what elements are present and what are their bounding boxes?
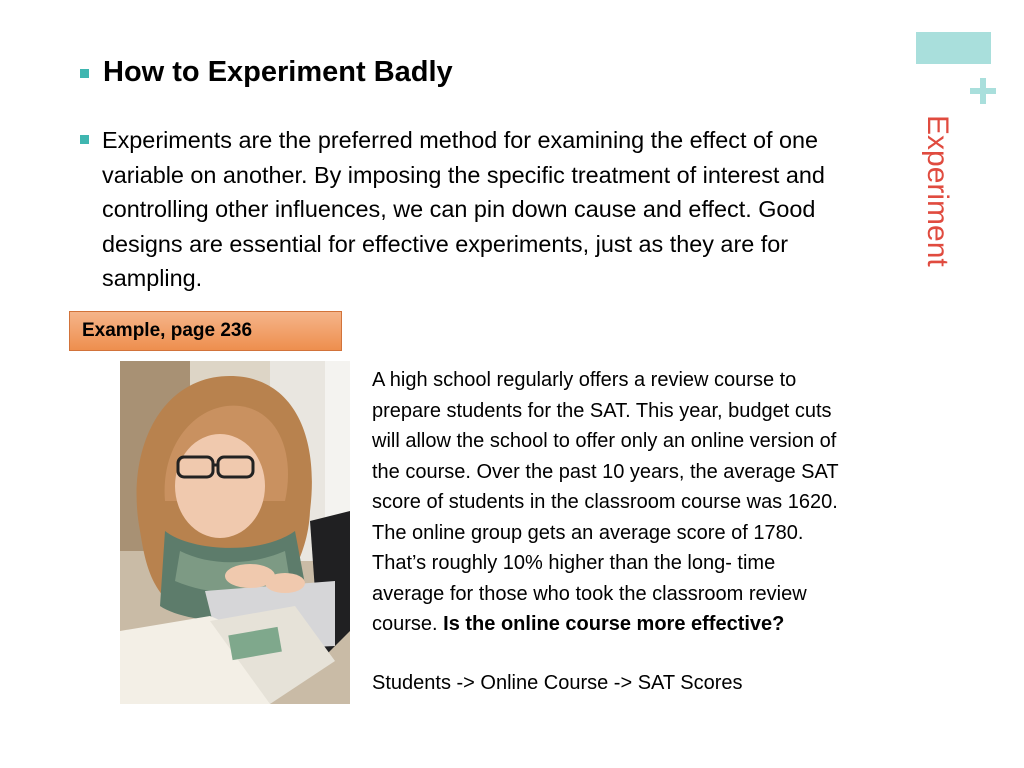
paragraph-last-plain: course. [372, 613, 444, 635]
plus-icon [968, 76, 998, 106]
side-label: Experiment [921, 115, 954, 267]
heading-bullet [80, 69, 89, 78]
key-question: Is the online course more effective? [443, 613, 785, 635]
teal-rectangle-decoration [916, 32, 991, 64]
student-photo [120, 361, 350, 704]
paragraph-line: That’s roughly 10% higher than the long- time [372, 552, 776, 574]
flow-diagram-text: Students -> Online Course -> SAT Scores [372, 672, 743, 694]
paragraph-line: prepare students for the SAT. This year, budget cuts [372, 399, 832, 422]
body-bullet [80, 135, 89, 144]
example-paragraph [372, 365, 982, 640]
paragraph-line: A high school regularly offers a review course to [372, 369, 797, 391]
paragraph-line: score of students in the classroom course was 1620. [372, 491, 838, 513]
body-text: Experiments are the preferred method for examining the effect of one variable on another. By imposing the specific treatment of interest and controlling other influences, we can pin down cause and effect. Good designs are essential for effective experiments, just as they are for sampling. [102, 127, 825, 291]
paragraph-last-line [372, 609, 982, 640]
paragraph-line: will allow the school to offer only an online version of [372, 430, 837, 452]
paragraph-line: The online group gets an average score of 1780. [372, 521, 804, 544]
example-label-box: Example, page 236 [69, 311, 342, 351]
slide-heading: How to Experiment Badly [103, 56, 453, 88]
paragraph-line: average for those who took the classroom review [372, 582, 807, 605]
paragraph-line: the course. Over the past 10 years, the average SAT [372, 460, 839, 483]
